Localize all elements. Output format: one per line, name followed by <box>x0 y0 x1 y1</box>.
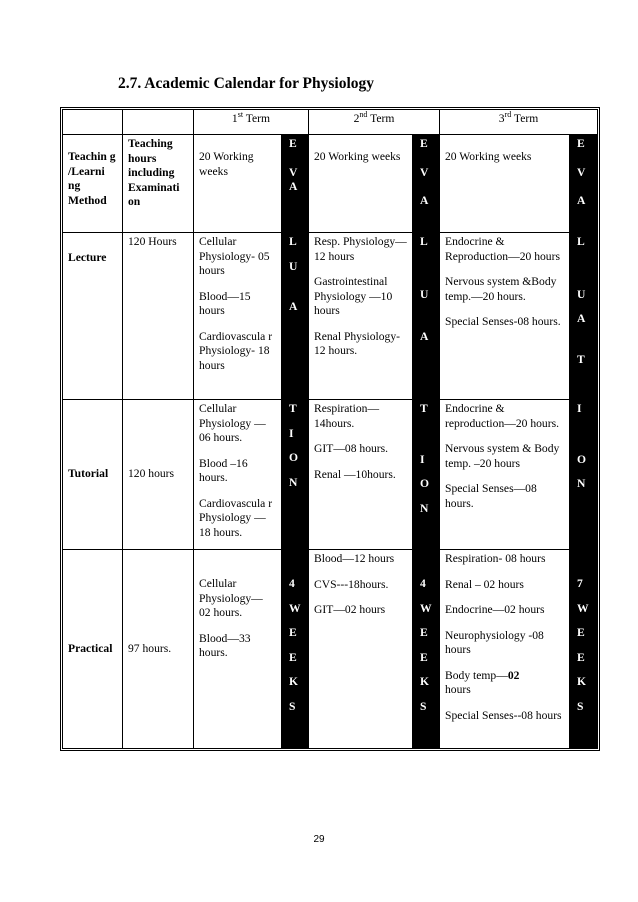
practical-term1: Cellular Physiology— 02 hours. Blood—33 hours. <box>194 550 282 748</box>
eval-col3-r3: I O N <box>570 400 597 550</box>
eval-col3-r1: E V A <box>570 135 597 233</box>
practical-label: Practical <box>63 550 123 748</box>
tutorial-label: Tutorial <box>63 400 123 550</box>
header-empty-cell <box>63 110 123 135</box>
tutorial-term3: Endocrine & reproduction—20 hours. Nervous system & Body temp. –20 hours Special Senses—08 hours. <box>440 400 570 550</box>
lecture-hours: 120 Hours <box>123 233 194 400</box>
eval-col3-r2: L U A T <box>570 233 597 400</box>
eval-col2-r4: 4 W E E K S <box>413 550 440 748</box>
tutorial-term2: Respiration— 14hours. GIT—08 hours. Renal —10hours. <box>309 400 413 550</box>
eval-col2-r3: T I O N <box>413 400 440 550</box>
method-label: Teachin g /Learni ng Method <box>63 135 123 233</box>
term-header-row <box>63 110 597 135</box>
lecture-row <box>63 233 597 400</box>
eval-col2-r2: L U A <box>413 233 440 400</box>
term3-header: 3rd Term <box>440 110 597 135</box>
practical-term2: Blood—12 hours CVS---18hours. GIT—02 hours <box>309 550 413 748</box>
calendar-table-wrapper <box>60 107 600 751</box>
eval-col1-r2: L U A <box>282 233 309 400</box>
tutorial-row <box>63 400 597 550</box>
method-row <box>63 135 597 233</box>
eval-col1-r4: 4 W E E K S <box>282 550 309 748</box>
lecture-term2: Resp. Physiology—12 hours Gastrointestinal Physiology —10 hours Renal Physiology- 12 hours. <box>309 233 413 400</box>
term3-weeks: 20 Working weeks <box>440 135 570 233</box>
eval-col1-r3: T I O N <box>282 400 309 550</box>
practical-hours: 97 hours. <box>123 550 194 748</box>
eval-col3-r4: 7 W E E K S <box>570 550 597 748</box>
page-number: 29 <box>313 834 325 845</box>
tutorial-hours: 120 hours <box>123 400 194 550</box>
lecture-term3: Endocrine & Reproduction—20 hours Nervous system &Body temp.—20 hours. Special Senses-08 hours. <box>440 233 570 400</box>
tutorial-term1: Cellular Physiology — 06 hours. Blood –16 hours. Cardiovascula r Physiology —18 hours. <box>194 400 282 550</box>
lecture-term1: Cellular Physiology- 05 hours Blood—15 hours Cardiovascula r Physiology- 18 hours <box>194 233 282 400</box>
academic-calendar-table <box>60 107 600 751</box>
term1-weeks: 20 Working weeks <box>194 135 282 233</box>
hours-label: Teaching hours including Examinati on <box>123 135 194 233</box>
practical-term3: Respiration- 08 hours Renal – 02 hours Endocrine—02 hours Neurophysiology -08 hours Body temp—02 hours Special Senses--08 hours <box>440 550 570 748</box>
header-empty-cell <box>123 110 194 135</box>
eval-col2-r1: E V A <box>413 135 440 233</box>
eval-col1-r1: E V A <box>282 135 309 233</box>
practical-row <box>63 550 597 748</box>
term1-header: 1st Term <box>194 110 309 135</box>
page-title: 2.7. Academic Calendar for Physiology <box>118 75 375 92</box>
term2-header: 2nd Term <box>309 110 440 135</box>
term2-weeks: 20 Working weeks <box>309 135 413 233</box>
lecture-label: Lecture <box>63 233 123 400</box>
